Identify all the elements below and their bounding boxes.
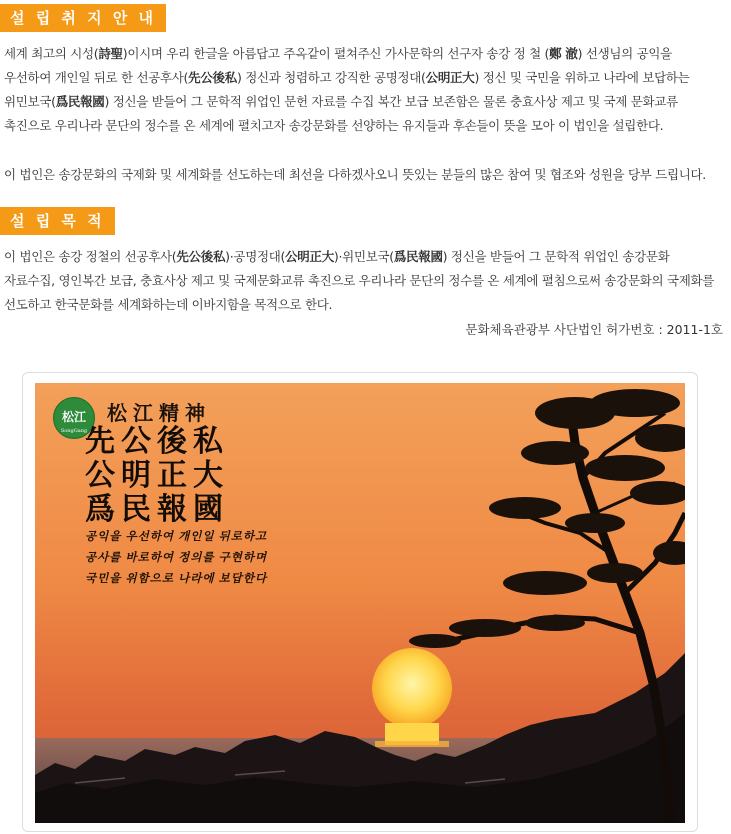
text-segment: ) 정신과 청렴하고 강직한 공명정대(: [236, 70, 426, 85]
logo-text: 松江: [61, 410, 86, 424]
banner-frame: [22, 372, 698, 832]
slogan-line-3: 爲民報國: [85, 492, 229, 527]
text-segment: ) 선생님의 공익을: [577, 46, 672, 61]
hanja-term: 公明正大: [425, 70, 475, 85]
text-segment: 선도하고 한국문화를 세계화하는데 이바지함을 목적으로 한다.: [4, 297, 333, 312]
hanja-term: 先公後私: [176, 249, 226, 264]
text-segment: 세계 최고의 시성(: [4, 46, 99, 61]
text-segment: ) 정신 및 국민을 위하고 나라에 보답하는: [474, 70, 690, 85]
sun-shape: [372, 648, 452, 728]
text-segment: ) 정신을 받들어 그 문학적 위업인 송강문화: [442, 249, 670, 264]
text-segment: 위민보국(: [4, 94, 56, 109]
text-segment: )이시며 우리 한글을 아름답고 주옥같이 펼쳐주신 가사문학의 선구자 송강 정 철 (: [122, 46, 550, 61]
text-segment: )·위민보국(: [333, 249, 394, 264]
founding-paragraph: [4, 42, 728, 138]
text-segment: 촉진으로 우리나라 문단의 정수를 온 세계에 펼치고자 송강문화를 선양하는 유지들과 후손들이 뜻을 모아 이 법인을 설립한다.: [4, 118, 664, 133]
slogan-line-1: 先公後私: [85, 424, 229, 459]
motto-line-1: 공익을 우선하여 개인일 뒤로하고: [85, 531, 268, 543]
text-segment: 우선하여 개인일 뒤로 한 선공후사(: [4, 70, 189, 85]
motto-line-2: 공사를 바로하여 정의를 구현하며: [85, 552, 268, 564]
logo-small-text: SongGang: [60, 428, 88, 434]
text-segment: ) 정신을 받들어 그 문학적 위업인 문헌 자료를 수집 복간 보급 보존함은 물론 충효사상 제고 및 국제 문화교류: [104, 94, 678, 109]
registration-number: 문화체육관광부 사단법인 허가번호 : 2011-1호: [465, 322, 723, 337]
text-segment: 자료수집, 영인복간 보급, 충효사상 제고 및 국제문화교류 촉진으로 우리나라 문단의 정수를 온 세계에 펼침으로써 송강문화의 국제화를: [4, 273, 715, 288]
hanja-term: 爲民報國: [55, 94, 105, 109]
hanja-term: 公明正大: [285, 249, 334, 264]
sunset-banner-image: [35, 383, 685, 823]
purpose-paragraph: [4, 245, 728, 317]
hanja-term: 先公後私: [188, 70, 237, 85]
motto-line-3: 국민을 위함으로 나라에 보답한다: [85, 573, 268, 585]
slogan-line-2: 公明正大: [85, 458, 229, 493]
hanja-term: 鄭 澈: [549, 46, 578, 61]
founding-appeal-paragraph: 이 법인은 송강문화의 국제화 및 세계화를 선도하는데 최선을 다하겠사오니 뜻있는 분들의 많은 참여 및 협조와 성원을 당부 드립니다.: [4, 167, 706, 182]
banner-title: 松江精神: [107, 401, 211, 425]
section-title-founding: 설 립 취 지 안 내: [0, 4, 166, 32]
hanja-term: 詩聖: [98, 46, 123, 61]
text-segment: 이 법인은 송강 정철의 선공후사(: [4, 249, 177, 264]
section-title-purpose: 설 립 목 적: [0, 207, 115, 235]
text-segment: )·공명정대(: [225, 249, 286, 264]
hanja-term: 爲民報國: [393, 249, 443, 264]
